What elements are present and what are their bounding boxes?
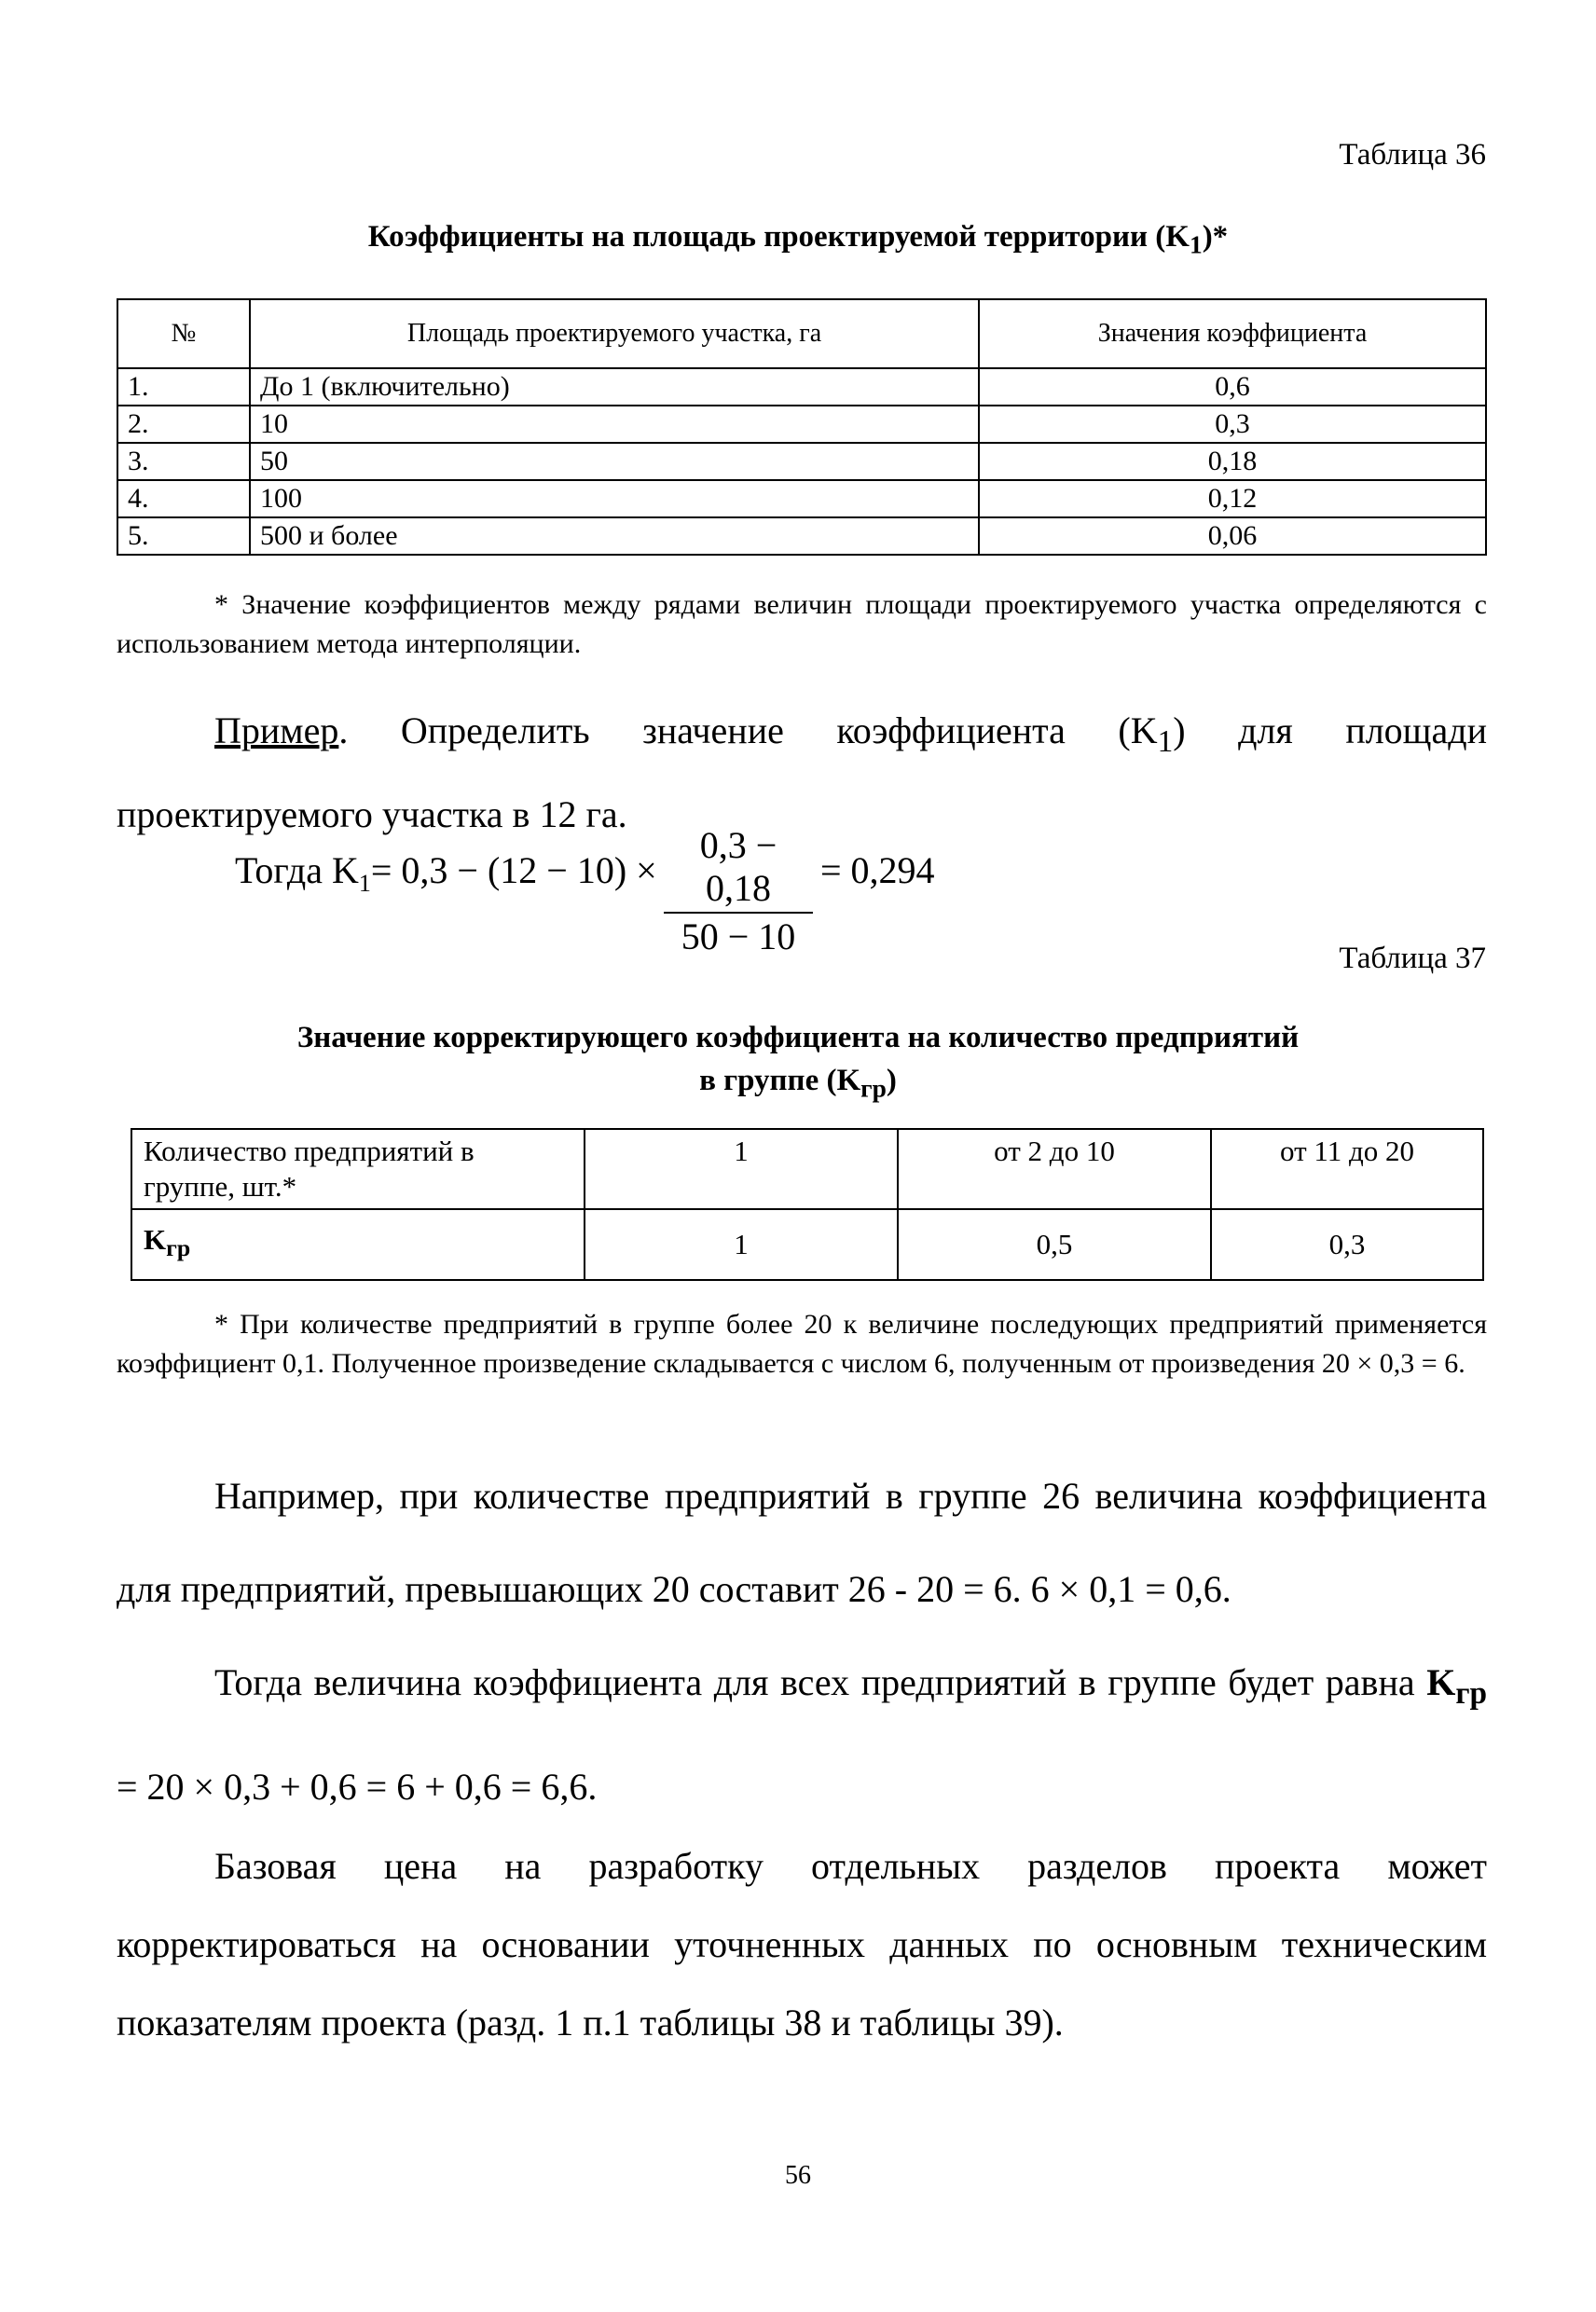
row-area: 10 <box>250 406 979 443</box>
row-area: 50 <box>250 443 979 480</box>
formula-numerator: 0,3 − 0,18 <box>699 824 777 909</box>
row-number: 4. <box>117 480 250 517</box>
cell-2-10: от 2 до 10 <box>898 1129 1211 1209</box>
table-37-label: Таблица 37 <box>1339 942 1486 975</box>
table-row <box>131 1129 1483 1209</box>
table-36 <box>117 298 1487 556</box>
table-row <box>131 1209 1483 1280</box>
table-36-footnote: * Значение коэффициентов между рядами величин площади проектируемого участка определяются с использованием метода интерполяции. <box>117 589 1487 659</box>
row-number: 3. <box>117 443 250 480</box>
row-label-count: Количество предприятий в группе, шт.* <box>131 1129 585 1209</box>
header-area: Площадь проектируемого участка, га <box>250 299 979 368</box>
paragraph-example-26: Например, при количестве предприятий в группе 26 величина коэффициента для предприятий, превышающих 20 составит 26 - 20 = 6. 6 × 0,1 = 0,6. <box>117 1475 1487 1610</box>
example-label: Пример <box>214 709 339 751</box>
table-row <box>117 480 1486 517</box>
row-number: 1. <box>117 368 250 406</box>
formula-result: = 0,294 <box>820 849 935 891</box>
row-coefficient: 0,18 <box>979 443 1486 480</box>
kgr-value-1: 1 <box>585 1209 898 1280</box>
formula-fraction <box>664 824 813 958</box>
row-coefficient: 0,6 <box>979 368 1486 406</box>
kgr-value-2: 0,5 <box>898 1209 1211 1280</box>
row-area: 100 <box>250 480 979 517</box>
example-paragraph: Пример. Определить значение коэффициента $(K_1)$ для площади проектируемого участка в 12 га. <box>117 709 1487 835</box>
formula-lhs: Тогда $K_1= 0,3 - (12 - 10)$ × <box>235 849 657 897</box>
row-area: До 1 (включительно) <box>250 368 979 406</box>
formula-denominator: 50 − 10 <box>681 915 796 957</box>
kgr-value-3: 0,3 <box>1211 1209 1483 1280</box>
table-header-row <box>117 299 1486 368</box>
table-36-title: Коэффициенты на площадь проектируемой территории $(K_1)*$ <box>367 220 1229 259</box>
header-number: № <box>117 299 250 368</box>
table-row <box>117 406 1486 443</box>
table-row <box>117 368 1486 406</box>
row-area: 500 и более <box>250 517 979 555</box>
row-coefficient: 0,06 <box>979 517 1486 555</box>
table-37-footnote: * При количестве предприятий в группе более 20 к величине последующих предприятий применяется коэффициент 0,1. Полученное произведение складывается с числом 6, полученным от произведения 20 × 0,3 = 6. <box>117 1309 1487 1379</box>
table-37 <box>131 1128 1484 1281</box>
fraction-bar <box>664 912 813 914</box>
paragraph-total-coefficient: Тогда величина коэффициента для всех предприятий в группе будет равна $K_{гр} = 20 \times 0,3 + 0,6 = 6 + 0,6 = 6,6$. <box>117 1661 1487 1808</box>
row-label-kgr: $K_{гр}$ <box>131 1209 585 1280</box>
header-coefficient: Значения коэффициента <box>979 299 1486 368</box>
row-coefficient: 0,3 <box>979 406 1486 443</box>
paragraph-base-price: Базовая цена на разработку отдельных разделов проекта может корректироваться на основании уточненных данных по основным техническим показателям проекта (разд. 1 п.1 таблицы 38 и таблицы 39). <box>117 1845 1487 2044</box>
table-36-label: Таблица 36 <box>1339 138 1486 172</box>
cell-1: 1 <box>585 1129 898 1209</box>
table-row <box>117 443 1486 480</box>
table-37-title: Значение корректирующего коэффициента на количество предприятий в группе $(K_{гр})$ <box>296 1021 1300 1103</box>
row-coefficient: 0,12 <box>979 480 1486 517</box>
row-number: 5. <box>117 517 250 555</box>
page-number: 56 <box>785 2161 811 2190</box>
table-row <box>117 517 1486 555</box>
cell-11-20: от 11 до 20 <box>1211 1129 1483 1209</box>
row-number: 2. <box>117 406 250 443</box>
